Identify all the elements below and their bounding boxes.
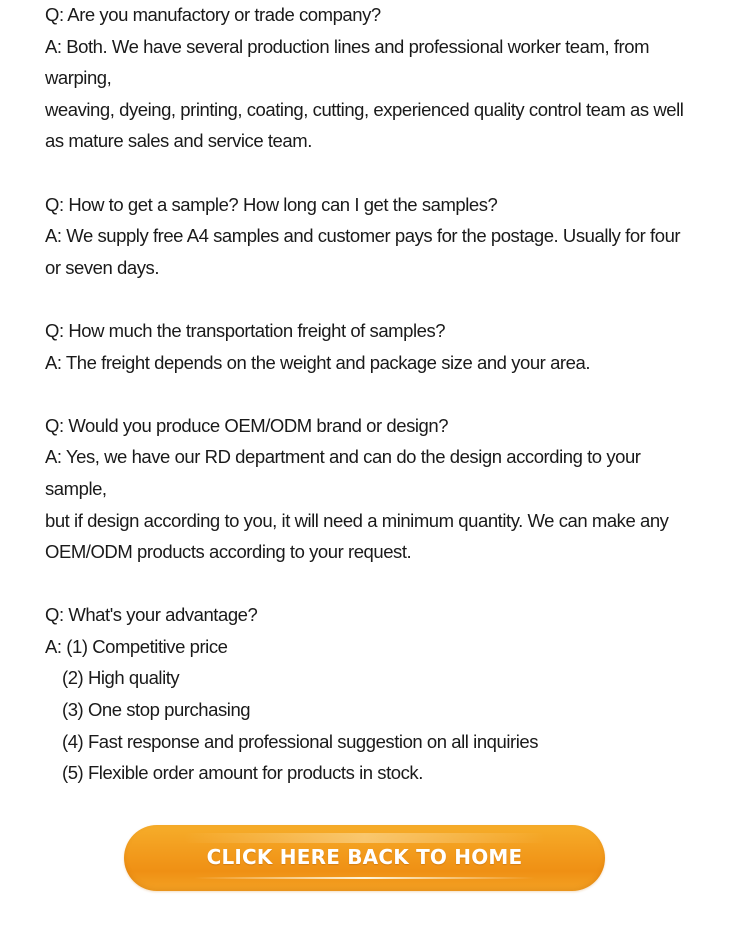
back-to-home-label: CLICK HERE BACK TO HOME (206, 845, 523, 869)
spacer (45, 283, 725, 315)
faq-question-5: Q: What's your advantage? (45, 604, 258, 626)
faq-answer-1-line-4: as mature sales and service team. (45, 130, 312, 152)
faq-answer-4-line-3: but if design according to you, it will need a minimum quantity. We can make any (45, 509, 669, 531)
faq-answer-4-line-4: OEM/ODM products according to your request. (45, 541, 412, 563)
faq-answer-2-line-2: or seven days. (45, 256, 160, 278)
faq-answer-2-line-1: A: We supply free A4 samples and customer pays for the postage. Usually for four (45, 225, 681, 247)
faq-answer-4-line-1: A: Yes, we have our RD department and can do the design according to your (45, 446, 641, 468)
spacer (45, 157, 725, 189)
faq-question-1: Q: Are you manufactory or trade company? (45, 4, 381, 25)
faq-question-3: Q: How much the transportation freight of samples? (45, 319, 446, 341)
faq-answer-5-line-2: (2) High quality (62, 667, 180, 689)
faq-answer-5-line-1: A: (1) Competitive price (45, 635, 228, 657)
faq-question-4: Q: Would you produce OEM/ODM brand or design? (45, 414, 449, 436)
faq-answer-1-line-2: warping, (45, 67, 112, 89)
faq-answer-1-line-1: A: Both. We have several production lines and professional worker team, from (45, 35, 650, 57)
spacer (45, 378, 725, 410)
faq-answer-3-line-1: A: The freight depends on the weight and package size and your area. (45, 351, 591, 373)
faq-answer-1-line-3: weaving, dyeing, printing, coating, cutting, experienced quality control team as well (45, 98, 684, 120)
spacer (45, 568, 725, 600)
faq-answer-4-line-2: sample, (45, 477, 107, 499)
button-underline-glow (194, 877, 535, 879)
back-to-home-button[interactable] (124, 825, 605, 891)
faq-answer-5-line-5: (5) Flexible order amount for products in stock. (62, 762, 423, 784)
faq-question-2: Q: How to get a sample? How long can I get the samples? (45, 193, 498, 215)
faq-answer-5-line-4: (4) Fast response and professional suggestion on all inquiries (62, 730, 538, 752)
faq-answer-5-line-3: (3) One stop purchasing (62, 699, 251, 721)
button-sheen (184, 833, 545, 843)
faq-section (45, 0, 725, 789)
